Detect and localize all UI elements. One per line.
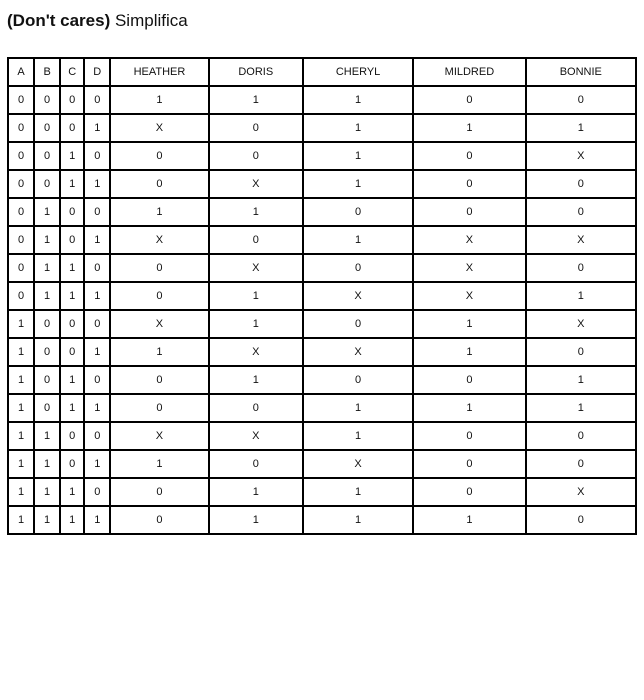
- table-cell: 0: [413, 198, 525, 226]
- table-cell: 0: [209, 394, 303, 422]
- table-row: [8, 422, 636, 450]
- table-cell: 0: [34, 394, 60, 422]
- table-cell: 0: [34, 86, 60, 114]
- table-cell: 0: [60, 226, 84, 254]
- table-cell: 1: [60, 478, 84, 506]
- table-cell: 1: [110, 86, 208, 114]
- table-cell: 1: [60, 394, 84, 422]
- table-cell: 0: [413, 86, 525, 114]
- table-cell: 1: [60, 170, 84, 198]
- table-cell: 0: [60, 450, 84, 478]
- table-cell: 0: [526, 86, 636, 114]
- table-cell: 1: [526, 394, 636, 422]
- table-cell: 0: [303, 198, 413, 226]
- column-header-mildred: MILDRED: [413, 58, 525, 86]
- table-cell: 0: [84, 478, 110, 506]
- table-cell: 1: [60, 282, 84, 310]
- table-cell: 1: [84, 506, 110, 534]
- table-cell: 1: [84, 282, 110, 310]
- column-header-c: C: [60, 58, 84, 86]
- table-row: [8, 310, 636, 338]
- table-row: [8, 254, 636, 282]
- table-cell: 0: [8, 226, 34, 254]
- table-cell: 1: [8, 450, 34, 478]
- table-cell: 1: [34, 478, 60, 506]
- table-cell: 1: [60, 366, 84, 394]
- table-cell: 0: [8, 254, 34, 282]
- table-cell: 0: [209, 450, 303, 478]
- table-cell: 1: [413, 114, 525, 142]
- table-cell: 1: [34, 422, 60, 450]
- table-cell: 1: [8, 478, 34, 506]
- column-header-heather: HEATHER: [110, 58, 208, 86]
- table-cell: 0: [8, 198, 34, 226]
- table-cell: 0: [413, 422, 525, 450]
- truth-table: [7, 57, 637, 535]
- table-cell: 1: [84, 226, 110, 254]
- table-cell: 0: [413, 170, 525, 198]
- table-cell: 1: [110, 450, 208, 478]
- table-cell: 1: [209, 506, 303, 534]
- column-header-cheryl: CHERYL: [303, 58, 413, 86]
- table-cell: X: [209, 422, 303, 450]
- table-cell: 1: [84, 114, 110, 142]
- table-cell: 0: [413, 450, 525, 478]
- table-cell: 1: [84, 394, 110, 422]
- table-cell: 0: [526, 422, 636, 450]
- table-cell: 1: [413, 338, 525, 366]
- column-header-a: A: [8, 58, 34, 86]
- table-cell: X: [110, 310, 208, 338]
- table-cell: 0: [34, 142, 60, 170]
- table-cell: 0: [303, 310, 413, 338]
- table-cell: 0: [413, 478, 525, 506]
- table-cell: 0: [110, 394, 208, 422]
- table-cell: 1: [60, 142, 84, 170]
- column-header-doris: DORIS: [209, 58, 303, 86]
- table-cell: 1: [526, 114, 636, 142]
- table-cell: 1: [110, 198, 208, 226]
- table-cell: X: [526, 310, 636, 338]
- table-cell: 0: [60, 422, 84, 450]
- table-cell: X: [209, 170, 303, 198]
- table-cell: 1: [303, 226, 413, 254]
- table-cell: X: [413, 282, 525, 310]
- table-cell: X: [526, 226, 636, 254]
- table-cell: 0: [60, 198, 84, 226]
- table-cell: 0: [110, 478, 208, 506]
- table-cell: 1: [303, 170, 413, 198]
- table-cell: 1: [84, 170, 110, 198]
- table-cell: 1: [209, 478, 303, 506]
- table-cell: 1: [526, 282, 636, 310]
- table-cell: 0: [84, 254, 110, 282]
- table-cell: 0: [8, 282, 34, 310]
- table-cell: 0: [526, 198, 636, 226]
- table-row: [8, 86, 636, 114]
- table-cell: 1: [8, 338, 34, 366]
- table-cell: 0: [526, 450, 636, 478]
- table-cell: 0: [110, 170, 208, 198]
- table-cell: 0: [8, 142, 34, 170]
- table-row: [8, 506, 636, 534]
- table-cell: 0: [34, 338, 60, 366]
- table-row: [8, 450, 636, 478]
- table-cell: X: [526, 142, 636, 170]
- table-cell: 0: [8, 114, 34, 142]
- table-cell: 1: [8, 366, 34, 394]
- table-cell: 0: [84, 310, 110, 338]
- table-cell: 1: [60, 506, 84, 534]
- table-cell: 0: [60, 86, 84, 114]
- table-cell: 1: [84, 338, 110, 366]
- table-cell: 0: [84, 366, 110, 394]
- table-cell: 0: [34, 114, 60, 142]
- table-cell: 1: [209, 198, 303, 226]
- table-cell: 0: [526, 338, 636, 366]
- table-cell: 0: [303, 254, 413, 282]
- table-cell: 0: [60, 114, 84, 142]
- table-cell: 0: [84, 422, 110, 450]
- table-cell: X: [110, 114, 208, 142]
- table-cell: 1: [209, 366, 303, 394]
- table-cell: 1: [34, 198, 60, 226]
- table-cell: 1: [8, 422, 34, 450]
- table-cell: 0: [60, 338, 84, 366]
- table-cell: 1: [8, 394, 34, 422]
- table-body: [8, 86, 636, 534]
- table-cell: 0: [413, 142, 525, 170]
- table-cell: X: [303, 450, 413, 478]
- table-cell: 1: [303, 394, 413, 422]
- table-cell: 1: [303, 86, 413, 114]
- table-cell: 0: [8, 86, 34, 114]
- table-cell: X: [110, 422, 208, 450]
- column-header-d: D: [84, 58, 110, 86]
- table-row: [8, 394, 636, 422]
- table-row: [8, 114, 636, 142]
- table-cell: 0: [209, 226, 303, 254]
- table-cell: 0: [110, 142, 208, 170]
- table-cell: 1: [110, 338, 208, 366]
- table-cell: 1: [303, 506, 413, 534]
- table-cell: 1: [8, 310, 34, 338]
- table-cell: X: [413, 226, 525, 254]
- heading-bold-text: (Don't cares): [7, 11, 111, 30]
- table-cell: 1: [8, 506, 34, 534]
- table-cell: 0: [34, 170, 60, 198]
- table-cell: 1: [209, 282, 303, 310]
- table-row: [8, 170, 636, 198]
- column-header-b: B: [34, 58, 60, 86]
- table-header-row: [8, 58, 636, 86]
- table-cell: X: [209, 338, 303, 366]
- table-cell: 1: [303, 422, 413, 450]
- table-cell: 0: [303, 366, 413, 394]
- table-cell: 1: [303, 478, 413, 506]
- table-cell: 0: [84, 142, 110, 170]
- table-row: [8, 142, 636, 170]
- table-cell: 1: [34, 506, 60, 534]
- table-cell: 0: [209, 142, 303, 170]
- table-row: [8, 282, 636, 310]
- table-cell: 0: [84, 86, 110, 114]
- page-heading: [7, 10, 188, 32]
- table-cell: 0: [8, 170, 34, 198]
- table-cell: 0: [84, 198, 110, 226]
- table-cell: 0: [526, 506, 636, 534]
- table-cell: 1: [526, 366, 636, 394]
- table-cell: 0: [413, 366, 525, 394]
- table-cell: 1: [413, 506, 525, 534]
- table-cell: X: [303, 338, 413, 366]
- table-cell: 0: [209, 114, 303, 142]
- table-cell: 1: [84, 450, 110, 478]
- table-cell: 0: [110, 506, 208, 534]
- table-cell: 1: [209, 86, 303, 114]
- table-cell: 0: [34, 310, 60, 338]
- table-row: [8, 338, 636, 366]
- table-row: [8, 366, 636, 394]
- table-cell: 0: [34, 366, 60, 394]
- table-cell: 1: [34, 282, 60, 310]
- table-cell: 1: [303, 142, 413, 170]
- table-cell: X: [303, 282, 413, 310]
- table-cell: 1: [413, 394, 525, 422]
- heading-normal-text: Simplifica: [110, 11, 188, 30]
- table-cell: 0: [110, 366, 208, 394]
- table-cell: 1: [34, 450, 60, 478]
- table-cell: X: [526, 478, 636, 506]
- table-cell: 0: [526, 254, 636, 282]
- table-row: [8, 226, 636, 254]
- column-header-bonnie: BONNIE: [526, 58, 636, 86]
- table-cell: 1: [34, 254, 60, 282]
- table-row: [8, 198, 636, 226]
- table-cell: X: [209, 254, 303, 282]
- table-cell: 0: [526, 170, 636, 198]
- table-cell: 1: [60, 254, 84, 282]
- table-cell: 0: [60, 310, 84, 338]
- table-cell: X: [110, 226, 208, 254]
- table-cell: 1: [209, 310, 303, 338]
- table-cell: 1: [413, 310, 525, 338]
- table-cell: 0: [110, 282, 208, 310]
- table-cell: 0: [110, 254, 208, 282]
- table-cell: X: [413, 254, 525, 282]
- table-cell: 1: [303, 114, 413, 142]
- table-row: [8, 478, 636, 506]
- table-cell: 1: [34, 226, 60, 254]
